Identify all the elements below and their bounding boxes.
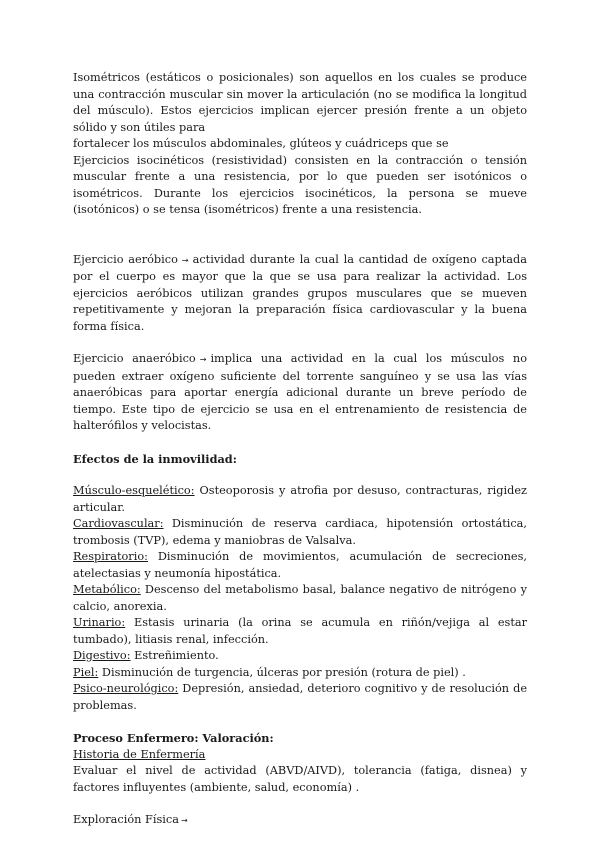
efecto-label: Urinario: [73,616,126,629]
efecto-item [73,648,527,665]
exploracion-line [73,812,527,830]
efecto-label: Psico-neurológico: [73,682,179,695]
efecto-text: Estreñimiento. [130,649,219,662]
efecto-text: Depresión, ansiedad, deterioro cognitivo y de resolución de problemas. [73,682,527,712]
efectos-list [73,483,527,714]
efecto-label: Cardiovascular: [73,517,164,530]
document-body [73,70,527,830]
aerobico-text: actividad durante la cual la cantidad de oxígeno captada por el cuerpo es mayor que la que se usa para realizar la actividad. Los ejercicios aeróbicos utilizan grandes grupos musculares que se mueven repetitivamente y mejoran la preparación física cardiovascular y la buena forma física. [73,252,527,333]
efecto-text: Estasis urinaria (la orina se acumula en riñón/vejiga al estar tumbado), litiasis renal, infección. [73,616,527,646]
efecto-label: Músculo-esquelético: [73,484,195,497]
efecto-text: Disminución de reserva cardiaca, hipotensión ortostática, trombosis (TVP), edema y maniobras de Valsalva. [73,517,527,547]
aerobico-term: Ejercicio aeróbico [73,252,178,266]
efecto-label: Digestivo: [73,649,131,662]
efecto-text: Descenso del metabolismo basal, balance negativo de nitrógeno y calcio, anorexia. [73,583,527,613]
efecto-item [73,582,527,615]
efecto-text: Osteoporosis y atrofia por desuso, contracturas, rigidez articular. [73,484,527,514]
efecto-item [73,681,527,714]
efecto-text: Disminución de movimientos, acumulación de secreciones, atelectasias y neumonía hipostática. [73,550,527,580]
efecto-item [73,665,527,682]
arrow-icon: → [199,355,207,364]
exploracion-text: Exploración Física [73,813,179,826]
historia-label: Historia de Enfermería [73,747,206,761]
arrow-icon: → [181,255,189,265]
efecto-item [73,615,527,648]
anaerobico-text: implica una actividad en la cual los músculos no pueden extraer oxígeno suficiente del torrente sanguíneo y se usa las vías anaeróbicas para aportar energía adicional durante un breve período de tiempo. Este tipo de ejercicio se usa en el entrenamiento de resistencia de halterófilos y velocistas. [73,352,527,432]
anaerobico-term: Ejercicio anaeróbico [73,352,196,365]
efecto-text: Disminución de turgencia, úlceras por presión (rotura de piel) . [98,665,466,679]
efecto-label: Piel: [73,665,99,679]
isocineticos-paragraph: Ejercicios isocinéticos (resistividad) consisten en la contracción o tensión muscular frente a una resistencia, por lo que pueden ser isotónicos o isométricos. Durante los ejercicios isocinéticos, la persona se mueve (isotónicos) o se tensa (isométricos) frente a una resistencia. [73,153,527,216]
isometricos-paragraph: Isométricos (estáticos o posicionales) son aquellos en los cuales se produce una contracción muscular sin mover la articulación (no se modifica la longitud del músculo). Estos ejercicios implican ejercer presión frente a un objeto sólido y son útiles para [73,71,527,134]
efecto-item [73,483,527,516]
historia-text: Evaluar el nivel de actividad (ABVD/AIVD), tolerancia (fatiga, disnea) y factores influyentes (ambiente, salud, economía) . [73,764,527,794]
arrow-icon: → [180,816,188,825]
efecto-label: Metabólico: [73,583,141,596]
efecto-label: Respiratorio: [73,550,148,563]
aerobico-paragraph [73,252,527,336]
proceso-heading: Proceso Enfermero: Valoración: [73,731,274,745]
anaerobico-paragraph [73,351,527,435]
efecto-item [73,549,527,582]
efecto-item [73,516,527,549]
efectos-heading: Efectos de la inmovilidad: [73,451,237,466]
isometricos-continuation: fortalecer los músculos abdominales, glúteos y cuádriceps que se [73,137,449,150]
